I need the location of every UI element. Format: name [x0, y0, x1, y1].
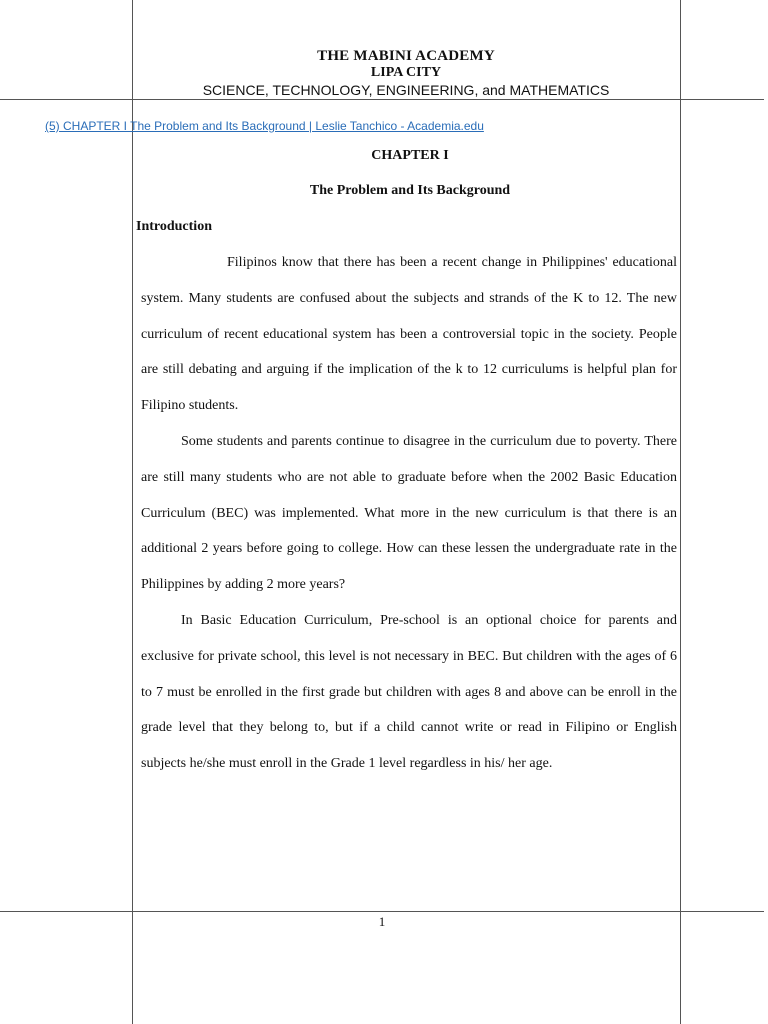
paragraph: Filipinos know that there has been a recent change in Philippines' educational system. Many students are confused about the subjects and strands of the K to 12. The new curriculum of recent educational system has been a controversial topic in the society. People are still debating and arguing if the implication of the k to 12 curriculums is helpful plan for Filipino students. — [141, 255, 677, 414]
source-link[interactable]: (5) CHAPTER I The Problem and Its Background | Leslie Tanchico - Academia.edu — [45, 119, 484, 133]
chapter-title: CHAPTER I — [371, 148, 449, 163]
paragraph: In Basic Education Curriculum, Pre-school is an optional choice for parents and exclusive for private school, this level is not necessary in BEC. But children with the ages of 6 to 7 must be enrolled in the first grade but children with ages 8 and above can be enroll in the grade level that they belong to, but if a child cannot write or read in Filipino or English subjects he/she must enroll in the Grade 1 level regardless in his/ her age. — [141, 612, 677, 772]
section-heading: Introduction — [136, 219, 212, 234]
footer-rule — [0, 911, 764, 912]
body-text — [141, 245, 677, 782]
school-name: THE MABINI ACADEMY — [317, 48, 495, 64]
school-city: LIPA CITY — [370, 65, 442, 80]
strand-name: SCIENCE, TECHNOLOGY, ENGINEERING, and MATHEMATICS — [202, 82, 610, 98]
left-margin-line — [132, 0, 133, 1024]
paragraph: Some students and parents continue to disagree in the curriculum due to poverty. There are still many students who are not able to graduate before when the 2002 Basic Education Curriculum (BEC) was implemented. What more in the new curriculum is that there is an additional 2 years before going to college. How can these lessen the undergraduate rate in the Philippines by adding 2 more years? — [141, 433, 677, 593]
right-margin-line — [680, 0, 681, 1024]
header-rule — [0, 99, 764, 100]
page-number: 1 — [378, 914, 386, 929]
chapter-subtitle: The Problem and Its Background — [309, 183, 511, 198]
